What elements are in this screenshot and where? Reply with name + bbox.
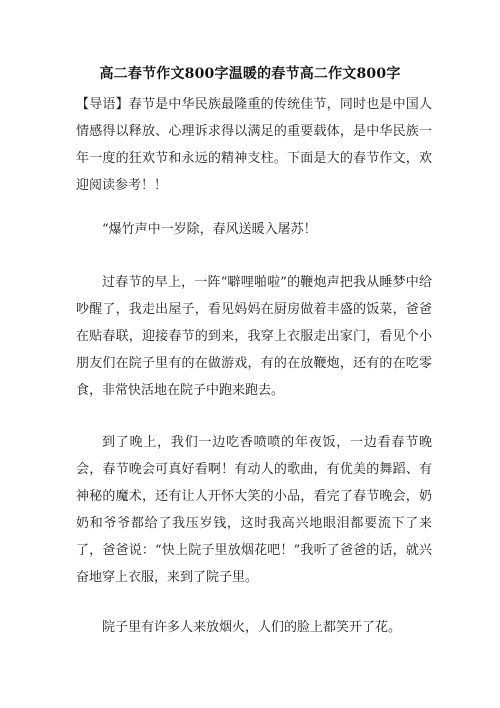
quote-paragraph: “爆竹声中一岁除，春风送暖入屠苏！	[102, 222, 317, 237]
intro-paragraph: 【导语】春节是中华民族最隆重的传统佳节，同时也是中国人情感得以释放、心理诉求得以满足的重要载体，是中华民族一年一度的狂欢节和永远的精神支柱。下面是大的春节作文，欢迎阅读参考！！	[76, 97, 432, 193]
document-title: 高二春节作文800字温暖的春节高二作文800字	[99, 66, 401, 82]
body-paragraph-1: 过春节的早上，一阵“噼哩啪啦”的鞭炮声把我从睡梦中给吵醒了，我走出屋子，看见妈妈在厨房做着丰盛的饭菜，爸爸在贴春联，迎接春节的到来，我穿上衣服走出家门，看见个小朋友们在院子里有的在做游戏，有的在放鞭炮，还有的在吃零食，非常快活地在院子中跑来跑去。	[76, 275, 432, 398]
body-paragraph-3: 院子里有许多人来放烟火，人们的脸上都笑开了花。	[102, 620, 402, 635]
body-paragraph-2: 到了晚上，我们一边吃香喷喷的年夜饭，一边看春节晚会，春节晚会可真好看啊！有动人的歌曲，有优美的舞蹈、有神秘的魔术，还有让人开怀大笑的小品，看完了春节晚会，奶奶和爷爷都给了我压岁钱，这时我高兴地眼泪都要流下了来了，爸爸说：“快上院子里放烟花吧！”我听了爸爸的话，就兴奋地穿上衣服，来到了院子里。	[76, 435, 432, 585]
